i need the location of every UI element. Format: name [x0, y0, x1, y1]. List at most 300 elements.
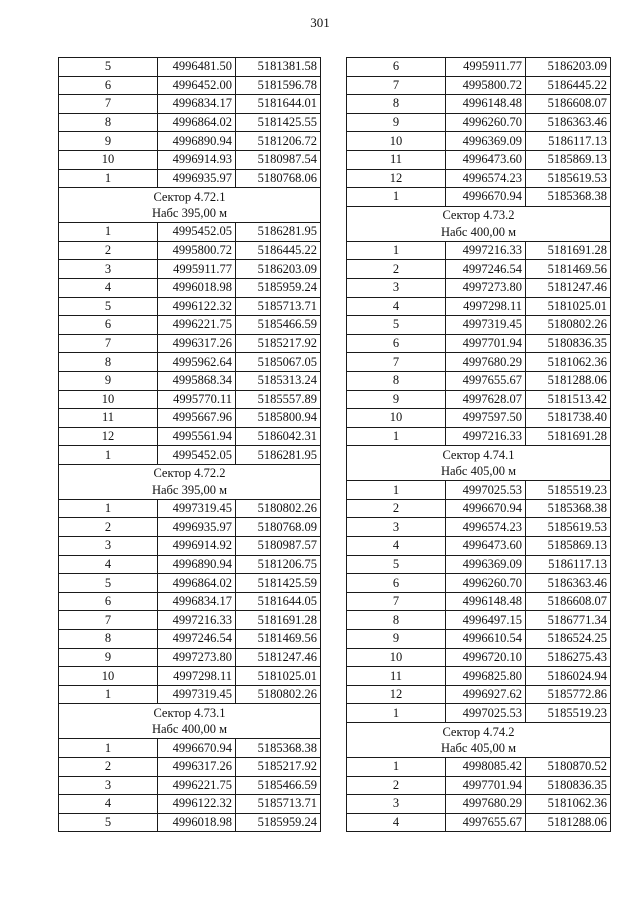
point-number-cell: 10 [347, 132, 446, 151]
y-coordinate-cell: 5186445.22 [526, 76, 611, 95]
sector-title: Сектор 4.72.1 [153, 189, 226, 204]
y-coordinate-cell: 5186771.34 [526, 611, 611, 630]
x-coordinate-cell: 4996864.02 [158, 574, 236, 593]
x-coordinate-cell: 4998085.42 [446, 758, 526, 777]
y-coordinate-cell: 5181738.40 [526, 409, 611, 428]
x-coordinate-cell: 4996890.94 [158, 132, 236, 151]
table-row [347, 409, 611, 428]
y-coordinate-cell: 5185519.23 [526, 704, 611, 723]
y-coordinate-cell: 5186203.09 [236, 260, 321, 279]
table-row [347, 58, 611, 77]
table-row [59, 169, 321, 188]
y-coordinate-cell: 5186117.13 [526, 555, 611, 574]
y-coordinate-cell: 5180768.06 [236, 169, 321, 188]
point-number-cell: 10 [347, 648, 446, 667]
table-row [59, 241, 321, 260]
x-coordinate-cell: 4996720.10 [446, 648, 526, 667]
x-coordinate-cell: 4996260.70 [446, 113, 526, 132]
x-coordinate-cell: 4996864.02 [158, 113, 236, 132]
table-row [59, 776, 321, 795]
y-coordinate-cell: 5180802.26 [236, 685, 321, 704]
table-row [347, 648, 611, 667]
point-number-cell: 12 [347, 685, 446, 704]
x-coordinate-cell: 4997298.11 [446, 297, 526, 316]
x-coordinate-cell: 4997273.80 [158, 648, 236, 667]
y-coordinate-cell: 5185959.24 [236, 813, 321, 832]
x-coordinate-cell: 4996670.94 [446, 188, 526, 207]
table-row [347, 481, 611, 500]
point-number-cell: 3 [59, 537, 158, 556]
table-row [59, 499, 321, 518]
point-number-cell: 9 [347, 630, 446, 649]
y-coordinate-cell: 5186117.13 [526, 132, 611, 151]
x-coordinate-cell: 4995452.05 [158, 223, 236, 242]
point-number-cell: 7 [59, 95, 158, 114]
point-number-cell: 9 [347, 390, 446, 409]
point-number-cell: 1 [59, 446, 158, 465]
point-number-cell: 1 [347, 758, 446, 777]
table-row [59, 795, 321, 814]
x-coordinate-cell: 4997273.80 [446, 278, 526, 297]
table-row [347, 795, 611, 814]
x-coordinate-cell: 4997319.45 [446, 316, 526, 335]
table-row [347, 758, 611, 777]
point-number-cell: 6 [347, 334, 446, 353]
y-coordinate-cell: 5186363.46 [526, 574, 611, 593]
sector-header [59, 464, 321, 499]
sector-header [347, 206, 611, 241]
point-number-cell: 3 [347, 278, 446, 297]
point-number-cell: 6 [347, 574, 446, 593]
x-coordinate-cell: 4995911.77 [158, 260, 236, 279]
y-coordinate-cell: 5181288.06 [526, 371, 611, 390]
point-number-cell: 12 [347, 169, 446, 188]
y-coordinate-cell: 5186281.95 [236, 446, 321, 465]
x-coordinate-cell: 4996834.17 [158, 592, 236, 611]
point-number-cell: 4 [59, 795, 158, 814]
x-coordinate-cell: 4996369.09 [446, 555, 526, 574]
point-number-cell: 6 [59, 316, 158, 335]
y-coordinate-cell: 5180768.09 [236, 518, 321, 537]
y-coordinate-cell: 5186608.07 [526, 592, 611, 611]
y-coordinate-cell: 5181025.01 [526, 297, 611, 316]
point-number-cell: 2 [347, 260, 446, 279]
point-number-cell: 1 [347, 241, 446, 260]
y-coordinate-cell: 5185800.94 [236, 409, 321, 428]
x-coordinate-cell: 4995962.64 [158, 353, 236, 372]
y-coordinate-cell: 5185217.92 [236, 758, 321, 777]
table-row [59, 813, 321, 832]
x-coordinate-cell: 4997628.07 [446, 390, 526, 409]
point-number-cell: 4 [347, 813, 446, 832]
point-number-cell: 5 [347, 316, 446, 335]
point-number-cell: 4 [59, 555, 158, 574]
point-number-cell: 9 [347, 113, 446, 132]
y-coordinate-cell: 5186445.22 [236, 241, 321, 260]
x-coordinate-cell: 4995800.72 [158, 241, 236, 260]
y-coordinate-cell: 5181206.72 [236, 132, 321, 151]
table-row [347, 132, 611, 151]
y-coordinate-cell: 5185217.92 [236, 334, 321, 353]
x-coordinate-cell: 4996670.94 [158, 739, 236, 758]
point-number-cell: 1 [59, 223, 158, 242]
x-coordinate-cell: 4996497.15 [446, 611, 526, 630]
table-row [59, 739, 321, 758]
x-coordinate-cell: 4996260.70 [446, 574, 526, 593]
table-row [59, 223, 321, 242]
point-number-cell: 11 [59, 409, 158, 428]
x-coordinate-cell: 4995770.11 [158, 390, 236, 409]
y-coordinate-cell: 5181288.06 [526, 813, 611, 832]
y-coordinate-cell: 5181247.46 [526, 278, 611, 297]
y-coordinate-cell: 5181062.36 [526, 795, 611, 814]
point-number-cell: 3 [59, 260, 158, 279]
x-coordinate-cell: 4996221.75 [158, 776, 236, 795]
y-coordinate-cell: 5185713.71 [236, 297, 321, 316]
table-row [347, 427, 611, 446]
x-coordinate-cell: 4996122.32 [158, 795, 236, 814]
x-coordinate-cell: 4997025.53 [446, 704, 526, 723]
y-coordinate-cell: 5181513.42 [526, 390, 611, 409]
x-coordinate-cell: 4995800.72 [446, 76, 526, 95]
y-coordinate-cell: 5185772.86 [526, 685, 611, 704]
table-row [59, 58, 321, 77]
y-coordinate-cell: 5186042.31 [236, 427, 321, 446]
table-row [347, 667, 611, 686]
point-number-cell: 8 [347, 371, 446, 390]
x-coordinate-cell: 4996914.92 [158, 537, 236, 556]
table-row [59, 132, 321, 151]
sector-title: Сектор 4.74.1 [442, 447, 515, 462]
point-number-cell: 7 [347, 353, 446, 372]
point-number-cell: 8 [347, 611, 446, 630]
table-row [59, 316, 321, 335]
table-row [347, 537, 611, 556]
x-coordinate-cell: 4997597.50 [446, 409, 526, 428]
point-number-cell: 7 [347, 592, 446, 611]
sector-title: Сектор 4.72.2 [153, 466, 226, 481]
point-number-cell: 10 [59, 390, 158, 409]
x-coordinate-cell: 4996018.98 [158, 278, 236, 297]
x-coordinate-cell: 4995868.34 [158, 371, 236, 390]
y-coordinate-cell: 5186524.25 [526, 630, 611, 649]
table-row [347, 316, 611, 335]
sector-header-row [59, 704, 321, 739]
x-coordinate-cell: 4996148.48 [446, 592, 526, 611]
table-row [59, 574, 321, 593]
y-coordinate-cell: 5180987.54 [236, 150, 321, 169]
x-coordinate-cell: 4996221.75 [158, 316, 236, 335]
table-row [347, 704, 611, 723]
table-row [347, 555, 611, 574]
table-row [347, 76, 611, 95]
y-coordinate-cell: 5180870.52 [526, 758, 611, 777]
y-coordinate-cell: 5185557.89 [236, 390, 321, 409]
point-number-cell: 12 [59, 427, 158, 446]
x-coordinate-cell: 4997246.54 [158, 630, 236, 649]
x-coordinate-cell: 4996473.60 [446, 537, 526, 556]
point-number-cell: 1 [59, 169, 158, 188]
x-coordinate-cell: 4997680.29 [446, 353, 526, 372]
point-number-cell: 4 [347, 537, 446, 556]
y-coordinate-cell: 5181062.36 [526, 353, 611, 372]
sector-header [347, 446, 611, 481]
table-row [347, 592, 611, 611]
y-coordinate-cell: 5181691.28 [526, 427, 611, 446]
x-coordinate-cell: 4996610.54 [446, 630, 526, 649]
y-coordinate-cell: 5180802.26 [236, 499, 321, 518]
x-coordinate-cell: 4996574.23 [446, 169, 526, 188]
y-coordinate-cell: 5185869.13 [526, 150, 611, 169]
sector-title: Сектор 4.73.1 [153, 705, 226, 720]
x-coordinate-cell: 4997655.67 [446, 371, 526, 390]
y-coordinate-cell: 5181596.78 [236, 76, 321, 95]
x-coordinate-cell: 4997701.94 [446, 776, 526, 795]
y-coordinate-cell: 5181691.28 [236, 611, 321, 630]
x-coordinate-cell: 4996935.97 [158, 518, 236, 537]
point-number-cell: 10 [59, 150, 158, 169]
table-row [59, 297, 321, 316]
y-coordinate-cell: 5181025.01 [236, 667, 321, 686]
x-coordinate-cell: 4997025.53 [446, 481, 526, 500]
x-coordinate-cell: 4997655.67 [446, 813, 526, 832]
x-coordinate-cell: 4995911.77 [446, 58, 526, 77]
table-row [347, 150, 611, 169]
y-coordinate-cell: 5185869.13 [526, 537, 611, 556]
table-row [59, 150, 321, 169]
y-coordinate-cell: 5181247.46 [236, 648, 321, 667]
point-number-cell: 1 [347, 427, 446, 446]
right-coordinates-table [346, 57, 611, 832]
y-coordinate-cell: 5181644.05 [236, 592, 321, 611]
x-coordinate-cell: 4996018.98 [158, 813, 236, 832]
table-row [347, 188, 611, 207]
x-coordinate-cell: 4997216.33 [446, 427, 526, 446]
point-number-cell: 2 [347, 499, 446, 518]
point-number-cell: 3 [347, 795, 446, 814]
x-coordinate-cell: 4996927.62 [446, 685, 526, 704]
page-number: 301 [310, 15, 330, 30]
y-coordinate-cell: 5186203.09 [526, 58, 611, 77]
y-coordinate-cell: 5181691.28 [526, 241, 611, 260]
point-number-cell: 1 [347, 481, 446, 500]
left-coordinates-table [58, 57, 321, 832]
y-coordinate-cell: 5181206.75 [236, 555, 321, 574]
x-coordinate-cell: 4997216.33 [158, 611, 236, 630]
x-coordinate-cell: 4995452.05 [158, 446, 236, 465]
x-coordinate-cell: 4997701.94 [446, 334, 526, 353]
sector-header [347, 723, 611, 758]
left-table-body [59, 58, 321, 832]
table-row [347, 574, 611, 593]
y-coordinate-cell: 5185519.23 [526, 481, 611, 500]
table-row [347, 278, 611, 297]
x-coordinate-cell: 4995561.94 [158, 427, 236, 446]
point-number-cell: 8 [59, 630, 158, 649]
x-coordinate-cell: 4997298.11 [158, 667, 236, 686]
table-row [59, 76, 321, 95]
point-number-cell: 7 [347, 76, 446, 95]
point-number-cell: 9 [59, 132, 158, 151]
point-number-cell: 4 [347, 297, 446, 316]
y-coordinate-cell: 5180987.57 [236, 537, 321, 556]
table-row [59, 630, 321, 649]
table-row [347, 630, 611, 649]
sector-elevation: Набс 405,00 м [440, 464, 517, 479]
sector-header-row [347, 723, 611, 758]
y-coordinate-cell: 5180836.35 [526, 334, 611, 353]
x-coordinate-cell: 4996122.32 [158, 297, 236, 316]
y-coordinate-cell: 5185368.38 [236, 739, 321, 758]
x-coordinate-cell: 4996317.26 [158, 758, 236, 777]
point-number-cell: 8 [59, 113, 158, 132]
x-coordinate-cell: 4997246.54 [446, 260, 526, 279]
table-row [59, 592, 321, 611]
y-coordinate-cell: 5180802.26 [526, 316, 611, 335]
table-row [347, 813, 611, 832]
table-row [59, 353, 321, 372]
y-coordinate-cell: 5186024.94 [526, 667, 611, 686]
x-coordinate-cell: 4996574.23 [446, 518, 526, 537]
sector-elevation: Набс 400,00 м [151, 722, 228, 737]
point-number-cell: 10 [59, 667, 158, 686]
point-number-cell: 1 [59, 685, 158, 704]
table-row [347, 113, 611, 132]
table-row [59, 518, 321, 537]
table-row [59, 427, 321, 446]
point-number-cell: 5 [59, 574, 158, 593]
table-row [59, 446, 321, 465]
point-number-cell: 1 [347, 704, 446, 723]
sector-header-row [59, 464, 321, 499]
right-table-body [347, 58, 611, 832]
sector-header [59, 188, 321, 223]
point-number-cell: 2 [59, 518, 158, 537]
y-coordinate-cell: 5181469.56 [526, 260, 611, 279]
point-number-cell: 6 [347, 58, 446, 77]
x-coordinate-cell: 4996914.93 [158, 150, 236, 169]
point-number-cell: 3 [347, 518, 446, 537]
table-row [59, 758, 321, 777]
y-coordinate-cell: 5185466.59 [236, 316, 321, 335]
sector-header-row [347, 446, 611, 481]
table-row [347, 518, 611, 537]
point-number-cell: 11 [347, 150, 446, 169]
sector-elevation: Набс 395,00 м [151, 482, 228, 497]
point-number-cell: 2 [59, 758, 158, 777]
y-coordinate-cell: 5181469.56 [236, 630, 321, 649]
table-row [347, 169, 611, 188]
table-row [347, 95, 611, 114]
x-coordinate-cell: 4996317.26 [158, 334, 236, 353]
point-number-cell: 4 [59, 278, 158, 297]
point-number-cell: 5 [347, 555, 446, 574]
x-coordinate-cell: 4996890.94 [158, 555, 236, 574]
point-number-cell: 1 [347, 188, 446, 207]
table-row [59, 667, 321, 686]
point-number-cell: 7 [59, 611, 158, 630]
sector-header [59, 704, 321, 739]
table-row [59, 555, 321, 574]
y-coordinate-cell: 5186363.46 [526, 113, 611, 132]
point-number-cell: 5 [59, 297, 158, 316]
x-coordinate-cell: 4996369.09 [446, 132, 526, 151]
table-row [347, 353, 611, 372]
x-coordinate-cell: 4996148.48 [446, 95, 526, 114]
table-row [347, 297, 611, 316]
x-coordinate-cell: 4997680.29 [446, 795, 526, 814]
point-number-cell: 5 [59, 58, 158, 77]
table-row [59, 113, 321, 132]
y-coordinate-cell: 5181644.01 [236, 95, 321, 114]
y-coordinate-cell: 5186275.43 [526, 648, 611, 667]
table-row [59, 611, 321, 630]
point-number-cell: 3 [59, 776, 158, 795]
table-row [59, 371, 321, 390]
y-coordinate-cell: 5185067.05 [236, 353, 321, 372]
table-row [59, 334, 321, 353]
table-row [59, 278, 321, 297]
x-coordinate-cell: 4997216.33 [446, 241, 526, 260]
x-coordinate-cell: 4995667.96 [158, 409, 236, 428]
table-row [59, 537, 321, 556]
point-number-cell: 8 [59, 353, 158, 372]
point-number-cell: 9 [59, 371, 158, 390]
y-coordinate-cell: 5186608.07 [526, 95, 611, 114]
table-row [347, 390, 611, 409]
x-coordinate-cell: 4996452.00 [158, 76, 236, 95]
y-coordinate-cell: 5180836.35 [526, 776, 611, 795]
table-row [347, 611, 611, 630]
x-coordinate-cell: 4997319.45 [158, 499, 236, 518]
table-row [59, 260, 321, 279]
x-coordinate-cell: 4996834.17 [158, 95, 236, 114]
point-number-cell: 8 [347, 95, 446, 114]
point-number-cell: 6 [59, 76, 158, 95]
table-row [347, 776, 611, 795]
y-coordinate-cell: 5181425.55 [236, 113, 321, 132]
y-coordinate-cell: 5185619.53 [526, 518, 611, 537]
table-row [347, 334, 611, 353]
x-coordinate-cell: 4996825.80 [446, 667, 526, 686]
y-coordinate-cell: 5185368.38 [526, 188, 611, 207]
table-row [347, 499, 611, 518]
point-number-cell: 1 [59, 739, 158, 758]
sector-title: Сектор 4.73.2 [442, 208, 515, 223]
table-row [347, 685, 611, 704]
y-coordinate-cell: 5186281.95 [236, 223, 321, 242]
y-coordinate-cell: 5181381.58 [236, 58, 321, 77]
x-coordinate-cell: 4996670.94 [446, 499, 526, 518]
table-row [59, 648, 321, 667]
y-coordinate-cell: 5181425.59 [236, 574, 321, 593]
y-coordinate-cell: 5185368.38 [526, 499, 611, 518]
y-coordinate-cell: 5185619.53 [526, 169, 611, 188]
point-number-cell: 9 [59, 648, 158, 667]
x-coordinate-cell: 4997319.45 [158, 685, 236, 704]
table-row [347, 260, 611, 279]
x-coordinate-cell: 4996935.97 [158, 169, 236, 188]
sector-elevation: Набс 400,00 м [440, 224, 517, 239]
point-number-cell: 6 [59, 592, 158, 611]
sector-header-row [59, 188, 321, 223]
point-number-cell: 10 [347, 409, 446, 428]
point-number-cell: 2 [347, 776, 446, 795]
table-row [347, 371, 611, 390]
point-number-cell: 1 [59, 499, 158, 518]
sector-header-row [347, 206, 611, 241]
y-coordinate-cell: 5185466.59 [236, 776, 321, 795]
